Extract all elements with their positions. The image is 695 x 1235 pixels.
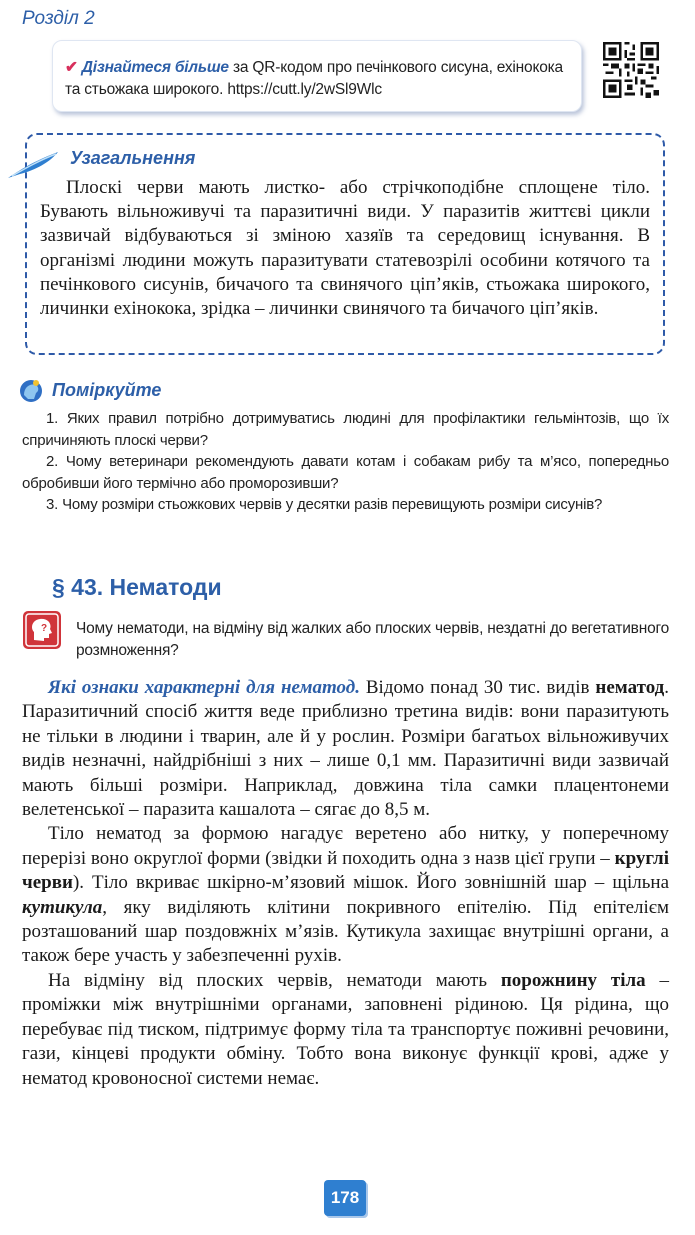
thinking-head-icon	[18, 378, 44, 404]
qr-code-icon[interactable]	[603, 42, 659, 98]
learn-more-lead: Дізнайтеся більше	[81, 59, 229, 76]
svg-text:?: ?	[41, 623, 48, 634]
body-paragraph-2: Тіло нематод за формою нагадує веретено або нитку, у поперечному перерізі воно округлої форми (звідки й походить одна з назв цієї групи – круглі черви). Тіло вкриває шкірно-м’язовий мішок. Його зовнішній шар – щільна кутикула, яку виділяють клітини покривного епітелію. Під епітелієм розташований шар поздовжніх м’язів. Кутикула захищає внутрішні органи, а також бере участь у забезпеченні рухів.	[22, 823, 669, 967]
body-text	[22, 676, 669, 1091]
paragraph-heading: § 43. Нематоди	[52, 574, 222, 600]
summary-title: Узагальнення	[70, 148, 196, 168]
question-text: Чому нематоди, на відміну від жалких або плоских червів, нездатні до вегетативного розмноження?	[76, 620, 670, 659]
page-number: 178	[324, 1180, 366, 1216]
think-item: 2. Чому ветеринари рекомендують давати котам і собакам рибу та м’ясо, попередньо обробивши його термічно або проморозивши?	[22, 453, 669, 492]
body-paragraph-3: На відміну від плоских червів, нематоди мають порожнину тіла – проміжки між внутрішніми органами, заповнені рідиною. Ця рідина, що перебуває під тиском, підтримує форму тіла та транспортує поживні речовини, гази, кінцеві продукти обміну. Тобто вона виконує функції крові, адже у нематод кровоносної системи немає.	[22, 969, 670, 1089]
learn-more-body[interactable]: за QR-кодом про печінкового сисуна, ехінокока та стьожака широкого. https://cutt.ly/2wSl9Wlc	[65, 59, 563, 98]
think-item: 1. Яких правил потрібно дотримуватись людині для профілактики гельмінтозів, що їх спричиняють плоскі черви?	[22, 410, 669, 449]
check-icon: ✔	[65, 59, 78, 76]
learn-more-card	[52, 40, 582, 112]
think-list	[22, 408, 669, 516]
think-title: Поміркуйте	[52, 380, 162, 400]
learn-more-text	[65, 57, 575, 101]
body-paragraph-1: Які ознаки характерні для нематод. Відомо понад 30 тис. видів нематод. Паразитичний спосіб життя веде приблизно третина видів: вони паразитують не тільки в людини і тварин, але й у рослин. Розміри багатьох вільноживучих видів незначні, найдрібніші з них – лише 0,1 мм. Паразитичні види зазвичай мають більші розміри. Наприклад, довжина тіла самки плацентонеми велетенської – паразита кашалота – сягає до 8,5 м.	[22, 677, 670, 821]
summary-text: Плоскі черви мають листко- або стрічкоподібне сплощене тіло. Бувають вільноживучі та паразитичні види. У паразитів життєві цикли зазвичай відбуваються зі зміною хазяїв та середовищ існування. В організмі людини можуть паразитувати статевозрілі особини котячого та печінкового сисунів, бичачого та свинячого ціп’яків, стьожака широкого, личинки ехінокока, зрідка – личинки свинячого та бичачого ціп’яків.	[40, 177, 650, 320]
question-head-icon	[22, 610, 62, 650]
section-label: Розділ 2	[22, 8, 95, 29]
think-item: 3. Чому розміри стьожкових червів у десятки разів перевищують розміри сисунів?	[46, 496, 603, 513]
body-lead: Які ознаки характерні для нематод.	[48, 677, 360, 698]
